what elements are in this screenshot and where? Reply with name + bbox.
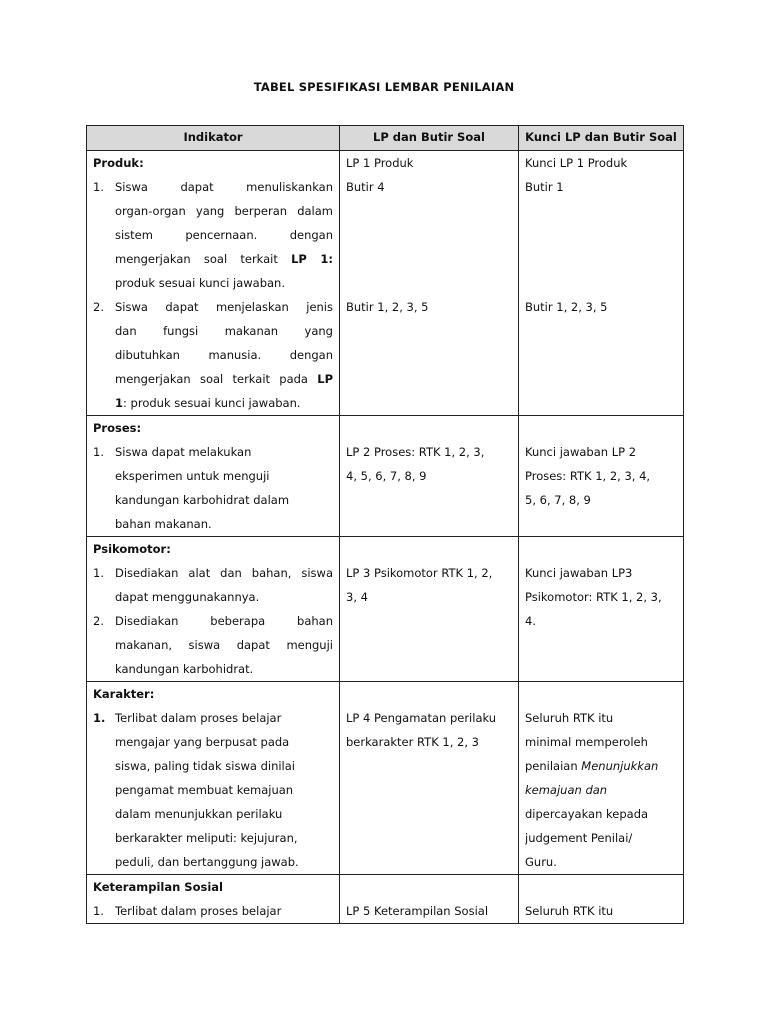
lp-line: LP 1 Produk [346,156,414,170]
header-lp-butir: LP dan Butir Soal [340,126,519,151]
item-line: dibutuhkan manusia. dengan [115,348,333,362]
lp-line: berkarakter RTK 1, 2, 3 [346,735,479,749]
kunci-cell [519,416,684,537]
kunci-cell [519,151,684,416]
item-line: organ-organ yang berperan dalam [115,204,333,218]
list-item [93,175,333,295]
lp-line: LP 5 Keterampilan Sosial [346,904,489,918]
kunci-cell [519,875,684,924]
kunci-cell [519,682,684,875]
kunci-line: Kunci jawaban LP3 [525,566,633,580]
item-line: kandungan karbohidrat. [115,662,254,676]
category-label: Produk: [93,156,144,170]
header-indikator: Indikator [87,126,340,151]
kunci-cell [519,537,684,682]
item-line: Siswa dapat menjelaskan jenis [115,300,333,314]
item-line: sistem pencernaan. dengan [115,228,333,242]
lp-line: LP 2 Proses: RTK 1, 2, 3, [346,445,485,459]
item-line: berkarakter meliputi: kejujuran, [115,831,298,845]
item-line: kandungan karbohidrat dalam [115,493,290,507]
lp-reference: 1 [115,396,124,410]
lp-line: LP 3 Psikomotor RTK 1, 2, [346,566,493,580]
kunci-line: Kunci jawaban LP 2 [525,445,637,459]
kunci-line: penilaian Menunjukkan [525,759,659,773]
category-label: Psikomotor: [93,542,171,556]
kunci-line: judgement Penilai/ [525,831,633,845]
lp-reference: LP [317,372,333,386]
item-line: dan fungsi makanan yang [115,324,333,338]
list-item [93,295,333,415]
item-line: mengerjakan soal terkait LP 1: [115,252,333,266]
header-kunci: Kunci LP dan Butir Soal [519,126,684,151]
kunci-line: Seluruh RTK itu [525,904,614,918]
kunci-line: Proses: RTK 1, 2, 3, 4, [525,469,651,483]
kunci-line: Seluruh RTK itu [525,711,614,725]
item-line: dapat menggunakannya. [115,590,260,604]
list-item [93,899,333,923]
table-header-row [87,126,684,151]
category-label: Karakter: [93,687,155,701]
list-item [93,609,333,681]
list-item [93,706,333,874]
item-line: 1: produk sesuai kunci jawaban. [115,396,301,410]
table-row-sosial [87,875,684,924]
kunci-line: Psikomotor: RTK 1, 2, 3, [525,590,662,604]
item-number: 1. [93,445,104,459]
table-row-proses [87,416,684,537]
indikator-cell [87,416,340,537]
lp-cell [340,416,519,537]
category-label: Proses: [93,421,142,435]
item-number: 1. [93,180,104,194]
kunci-line: Guru. [525,855,557,869]
item-line: Disediakan beberapa bahan [115,614,333,628]
item-line: Terlibat dalam proses belajar [115,904,282,918]
item-line: Terlibat dalam proses belajar [115,711,282,725]
kunci-line: dipercayakan kepada [525,807,649,821]
item-number: 1. [93,566,104,580]
page-title: TABEL SPESIFIKASI LEMBAR PENILAIAN [253,80,515,94]
indikator-cell [87,537,340,682]
kunci-line: Butir 1 [525,180,564,194]
item-line: mengerjakan soal terkait pada LP [115,372,333,386]
kunci-line: Kunci LP 1 Produk [525,156,628,170]
item-line: mengajar yang berpusat pada [115,735,290,749]
item-number: 1. [93,904,104,918]
lp-line: Butir 4 [346,180,385,194]
item-line: Siswa dapat melakukan [115,445,252,459]
lp-line: LP 4 Pengamatan perilaku [346,711,497,725]
kunci-line: minimal memperoleh [525,735,648,749]
item-line: siswa, paling tidak siswa dinilai [115,759,295,773]
lp-line: Butir 1, 2, 3, 5 [346,300,429,314]
item-line: Siswa dapat menuliskankan [115,180,333,194]
lp-cell [340,151,519,416]
lp-cell [340,682,519,875]
lp-reference: LP 1: [291,252,333,266]
item-number: 2. [93,300,104,314]
indikator-cell [87,682,340,875]
item-line: pengamat membuat kemajuan [115,783,294,797]
item-line: Disediakan alat dan bahan, siswa [115,566,333,580]
table-row-psikomotor [87,537,684,682]
item-number: 2. [93,614,104,628]
item-number: 1. [93,711,106,725]
item-line: produk sesuai kunci jawaban. [115,276,286,290]
specification-table [86,125,684,924]
kunci-line: 5, 6, 7, 8, 9 [525,493,591,507]
kunci-line: kemajuan dan [525,783,608,797]
table-row-karakter [87,682,684,875]
category-label: Keterampilan Sosial [93,880,223,894]
item-line: eksperimen untuk menguji [115,469,270,483]
kunci-line: 4. [525,614,536,628]
list-item [93,561,333,609]
lp-line: 4, 5, 6, 7, 8, 9 [346,469,427,483]
table-row-produk [87,151,684,416]
list-item [93,440,333,536]
lp-cell [340,875,519,924]
indikator-cell [87,875,340,924]
kunci-line: Butir 1, 2, 3, 5 [525,300,608,314]
lp-line: 3, 4 [346,590,368,604]
item-line: bahan makanan. [115,517,212,531]
lp-cell [340,537,519,682]
item-line: makanan, siswa dapat menguji [115,638,333,652]
item-line: dalam menunjukkan perilaku [115,807,283,821]
indikator-cell [87,151,340,416]
item-line: peduli, dan bertanggung jawab. [115,855,299,869]
